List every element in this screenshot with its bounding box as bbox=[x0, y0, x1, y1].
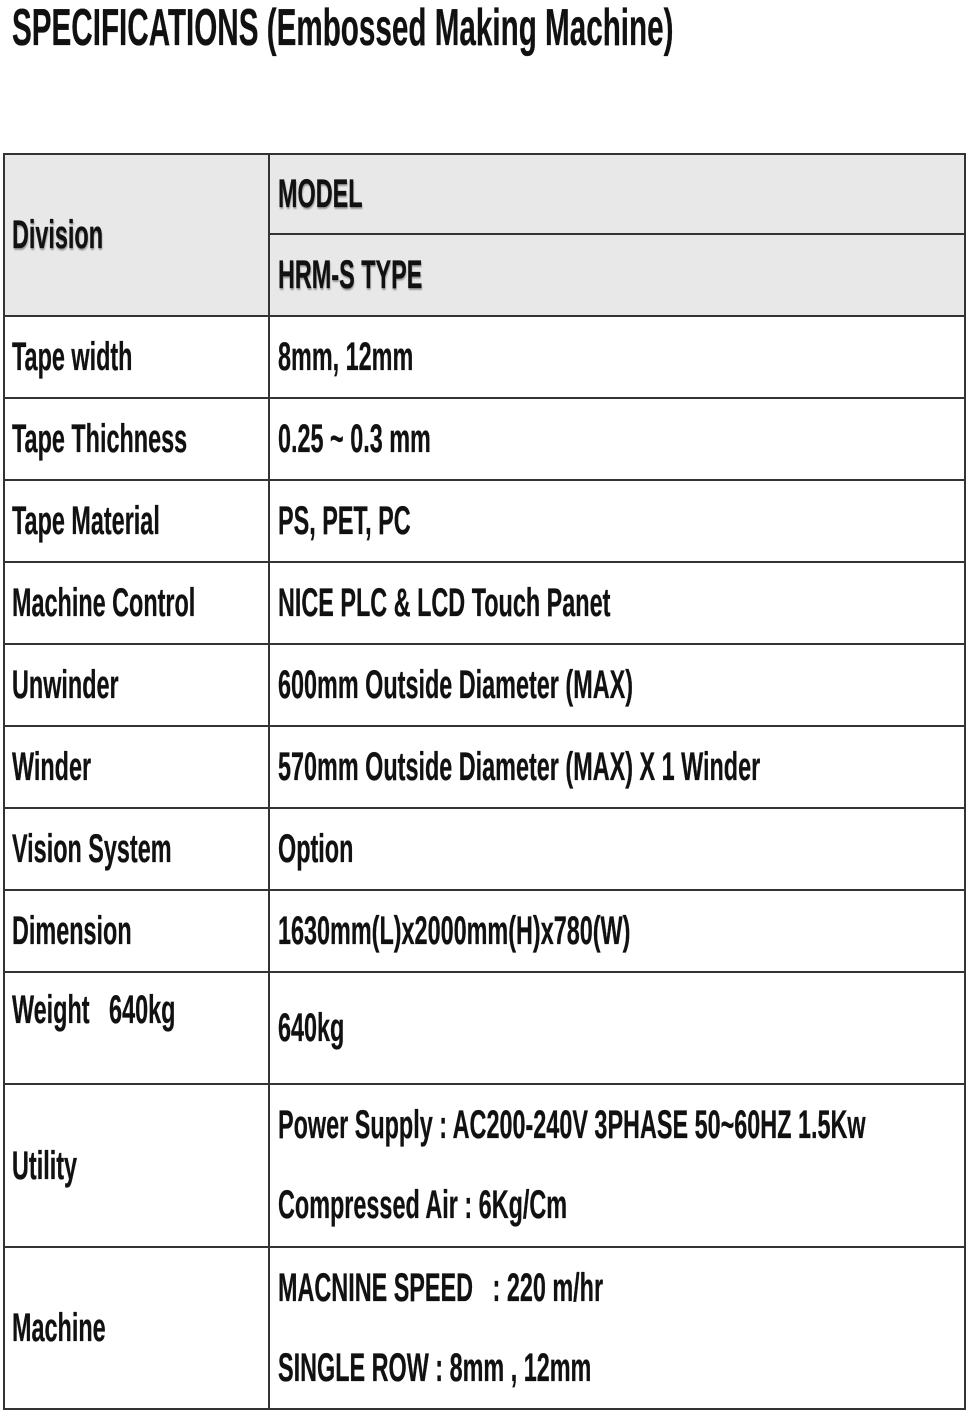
spec-row bbox=[5, 1248, 966, 1410]
header-division: Division bbox=[12, 213, 104, 257]
spec-value: Option bbox=[278, 827, 354, 871]
spec-value: 0.25 ~ 0.3 mm bbox=[278, 417, 431, 461]
header-model: MODEL bbox=[278, 172, 363, 216]
spec-value: SINGLE ROW : 8mm , 12mm bbox=[278, 1346, 592, 1390]
spec-value-cell bbox=[270, 809, 966, 891]
spec-label-cell bbox=[5, 645, 270, 727]
spec-value-line bbox=[278, 1165, 772, 1245]
spec-value: PS, PET, PC bbox=[278, 499, 411, 543]
spec-label: Tape Material bbox=[12, 499, 160, 543]
spec-value: 8mm, 12mm bbox=[278, 335, 414, 379]
spec-row bbox=[5, 645, 966, 727]
spec-value: 600mm Outside Diameter (MAX) bbox=[278, 663, 634, 707]
spec-label-cell bbox=[5, 563, 270, 645]
spec-label-cell bbox=[5, 891, 270, 973]
spec-value-line bbox=[278, 1248, 834, 1328]
spec-value-cell bbox=[270, 399, 966, 481]
header-division-cell bbox=[5, 155, 270, 317]
spec-label: Machine Control bbox=[12, 581, 196, 625]
spec-value: NICE PLC & LCD Touch Panet bbox=[278, 581, 611, 625]
spec-label-cell bbox=[5, 727, 270, 809]
spec-row bbox=[5, 1085, 966, 1248]
spec-row bbox=[5, 563, 966, 645]
spec-value: 640kg bbox=[278, 1006, 345, 1050]
spec-label: Tape Thichness bbox=[12, 417, 188, 461]
spec-row bbox=[5, 399, 966, 481]
spec-label-cell bbox=[5, 809, 270, 891]
spec-row bbox=[5, 809, 966, 891]
spec-value-cell bbox=[270, 481, 966, 563]
spec-value: MACNINE SPEED : 220 m/hr bbox=[278, 1266, 604, 1310]
spec-value-cell bbox=[270, 563, 966, 645]
spec-value: Power Supply : AC200-240V 3PHASE 50~60HZ 1.5Kw bbox=[278, 1103, 866, 1147]
spec-row bbox=[5, 481, 966, 563]
header-row bbox=[5, 155, 966, 235]
spec-row bbox=[5, 973, 966, 1085]
spec-label: Unwinder bbox=[12, 663, 119, 707]
spec-label: Utility bbox=[12, 1143, 78, 1188]
spec-label: Vision System bbox=[12, 827, 172, 871]
spec-value-line bbox=[278, 1085, 964, 1165]
spec-label-cell bbox=[5, 481, 270, 563]
spec-value-cell bbox=[270, 727, 966, 809]
spec-value-cell bbox=[270, 1085, 966, 1248]
spec-label-cell bbox=[5, 973, 270, 1085]
spec-label: Winder bbox=[12, 745, 92, 789]
page-title: SPECIFICATIONS (Embossed Making Machine) bbox=[12, 0, 674, 57]
spec-row bbox=[5, 727, 966, 809]
spec-label-cell bbox=[5, 399, 270, 481]
spec-label: Weight 640kg bbox=[12, 988, 176, 1032]
spec-value-cell bbox=[270, 645, 966, 727]
spec-label: Machine bbox=[12, 1306, 106, 1350]
spec-value-cell bbox=[270, 973, 966, 1085]
spec-label: Tape width bbox=[12, 335, 133, 379]
header-model-cell bbox=[270, 155, 966, 235]
spec-table bbox=[3, 153, 966, 1410]
spec-label-cell bbox=[5, 1085, 270, 1248]
header-type-cell bbox=[270, 235, 966, 317]
spec-value: 1630mm(L)x2000mm(H)x780(W) bbox=[278, 909, 631, 953]
spec-value-cell bbox=[270, 1248, 966, 1410]
spec-label: Dimension bbox=[12, 909, 132, 953]
spec-label-cell bbox=[5, 317, 270, 399]
spec-value-cell bbox=[270, 891, 966, 973]
spec-row bbox=[5, 891, 966, 973]
spec-row bbox=[5, 317, 966, 399]
spec-value-line bbox=[278, 1328, 814, 1408]
spec-value: 570mm Outside Diameter (MAX) X 1 Winder bbox=[278, 745, 761, 789]
spec-label-cell bbox=[5, 1248, 270, 1410]
header-model-type: HRM-S TYPE bbox=[278, 253, 423, 297]
spec-value: Compressed Air : 6Kg/Cm bbox=[278, 1183, 568, 1227]
title-bar bbox=[12, 0, 962, 60]
spec-value-cell bbox=[270, 317, 966, 399]
